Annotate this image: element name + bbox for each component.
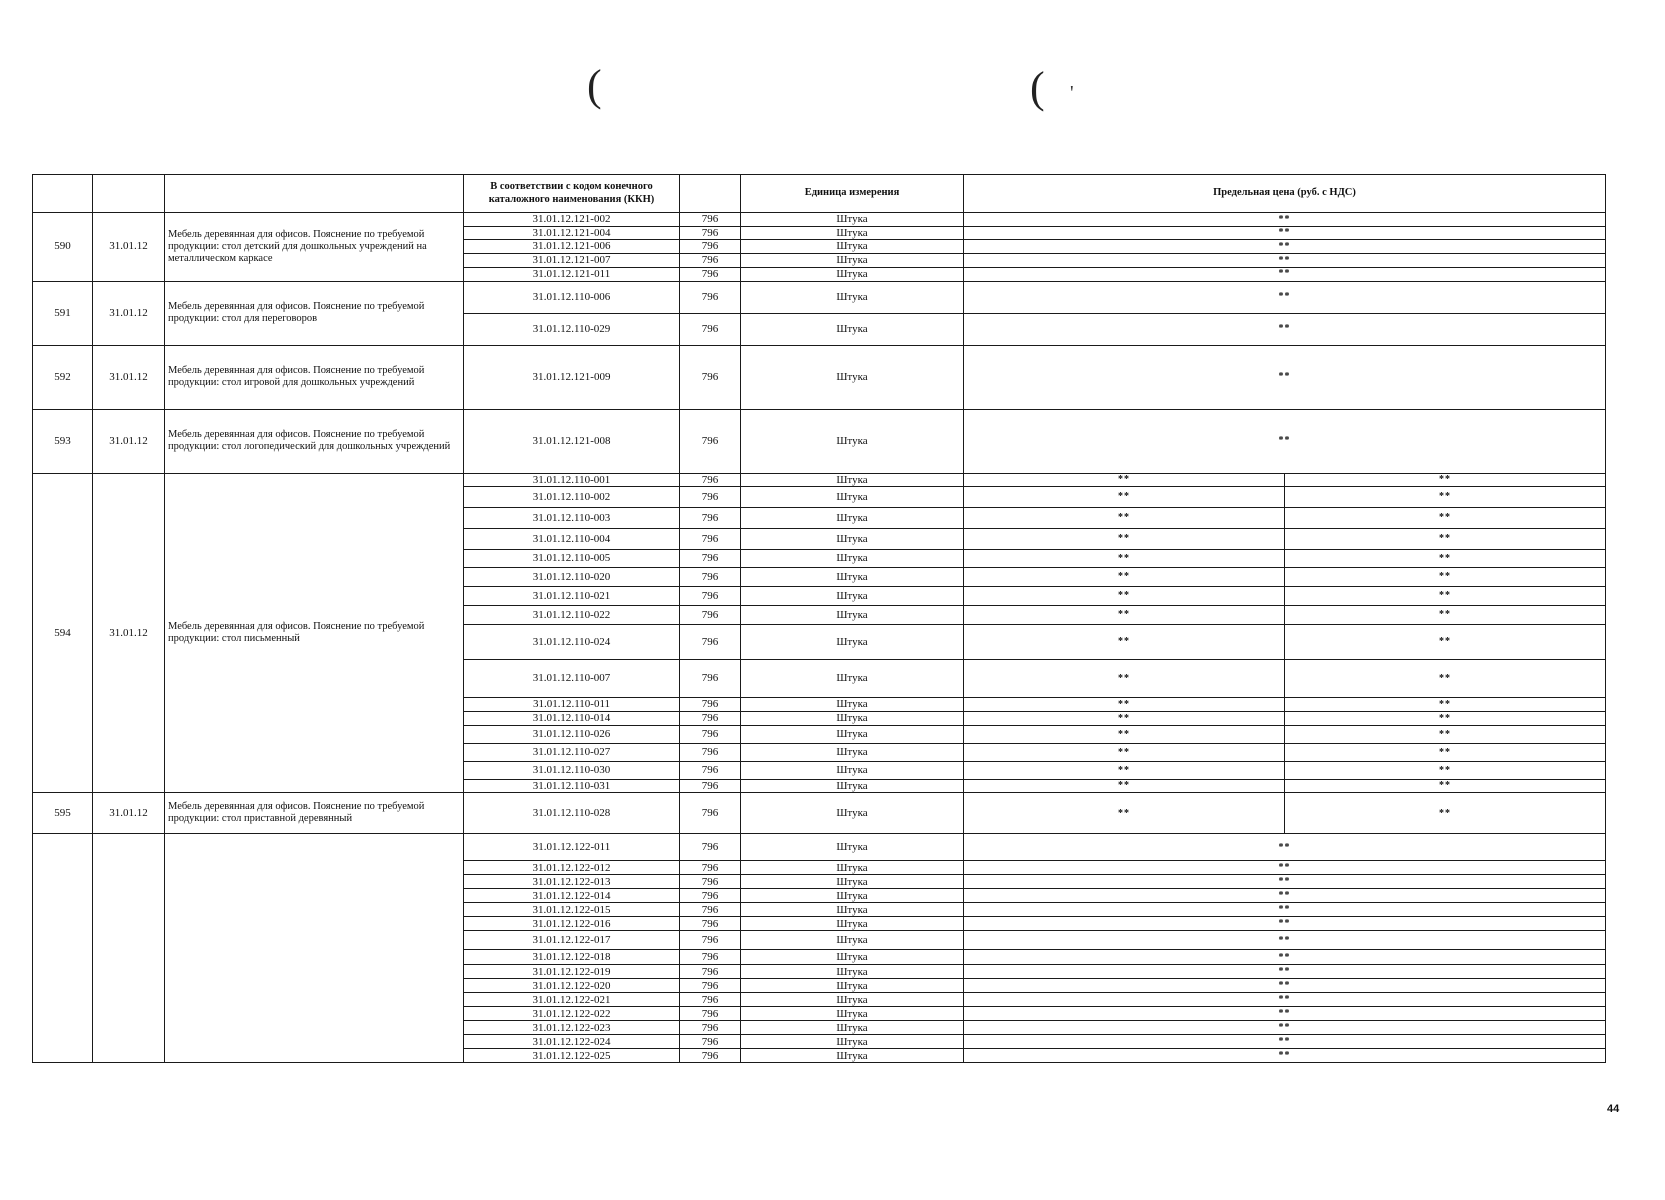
header-unit: Единица измерения <box>741 175 964 213</box>
kkn-code: 31.01.12.110-014 <box>464 711 680 725</box>
unit-name: Штука <box>741 950 964 965</box>
kkn-code: 31.01.12.122-011 <box>464 834 680 861</box>
okei-code: 796 <box>680 550 741 568</box>
row-number: 593 <box>33 409 93 473</box>
kkn-code: 31.01.12.122-021 <box>464 993 680 1007</box>
price-value-alt: ** <box>1285 625 1606 660</box>
kkn-code: 31.01.12.110-024 <box>464 625 680 660</box>
unit-name: Штука <box>741 725 964 743</box>
kkn-code: 31.01.12.110-020 <box>464 568 680 587</box>
price-value: ** <box>964 529 1285 550</box>
table-row <box>33 281 1606 313</box>
kkn-code: 31.01.12.122-012 <box>464 861 680 875</box>
unit-name: Штука <box>741 253 964 267</box>
header-num <box>33 175 93 213</box>
unit-name: Штука <box>741 409 964 473</box>
price-value-alt: ** <box>1285 606 1606 625</box>
okei-code: 796 <box>680 625 741 660</box>
price-value: ** <box>964 213 1606 227</box>
unit-name: Штука <box>741 698 964 712</box>
okei-code: 796 <box>680 1035 741 1049</box>
kkn-code: 31.01.12.122-025 <box>464 1049 680 1063</box>
unit-name: Штука <box>741 625 964 660</box>
okpd-code: 31.01.12 <box>93 281 165 345</box>
price-value: ** <box>964 568 1285 587</box>
okei-code: 796 <box>680 345 741 409</box>
price-value: ** <box>964 711 1285 725</box>
kkn-code: 31.01.12.122-018 <box>464 950 680 965</box>
okei-code: 796 <box>680 875 741 889</box>
price-value: ** <box>964 550 1285 568</box>
okei-code: 796 <box>680 861 741 875</box>
okei-code: 796 <box>680 889 741 903</box>
price-value: ** <box>964 861 1606 875</box>
item-description: Мебель деревянная для офисов. Пояснение по требуемой продукции: стол игровой для дошкольных учреждений <box>165 345 464 409</box>
unit-name: Штука <box>741 834 964 861</box>
price-value: ** <box>964 508 1285 529</box>
header-okei <box>680 175 741 213</box>
unit-name: Штука <box>741 1049 964 1063</box>
price-value: ** <box>964 313 1606 345</box>
kkn-code: 31.01.12.110-003 <box>464 508 680 529</box>
price-value: ** <box>964 487 1285 508</box>
price-value: ** <box>964 993 1606 1007</box>
price-value: ** <box>964 606 1285 625</box>
okei-code: 796 <box>680 226 741 240</box>
left-paren-mark: ( <box>587 61 602 110</box>
okei-code: 796 <box>680 793 741 834</box>
kkn-code: 31.01.12.122-022 <box>464 1007 680 1021</box>
unit-name: Штука <box>741 1035 964 1049</box>
kkn-code: 31.01.12.110-026 <box>464 725 680 743</box>
price-value-alt: ** <box>1285 587 1606 606</box>
price-value-alt: ** <box>1285 487 1606 508</box>
unit-name: Штука <box>741 313 964 345</box>
okei-code: 796 <box>680 409 741 473</box>
okei-code: 796 <box>680 660 741 698</box>
price-value-alt: ** <box>1285 660 1606 698</box>
kkn-code: 31.01.12.110-011 <box>464 698 680 712</box>
price-value: ** <box>964 253 1606 267</box>
price-value: ** <box>964 345 1606 409</box>
page-number: 44 <box>1607 1103 1620 1115</box>
price-value-alt: ** <box>1285 725 1606 743</box>
unit-name: Штука <box>741 606 964 625</box>
okei-code: 796 <box>680 568 741 587</box>
price-value: ** <box>964 743 1285 761</box>
kkn-code: 31.01.12.110-006 <box>464 281 680 313</box>
kkn-code: 31.01.12.110-028 <box>464 793 680 834</box>
unit-name: Штука <box>741 1007 964 1021</box>
price-value: ** <box>964 1035 1606 1049</box>
okei-code: 796 <box>680 761 741 779</box>
kkn-code: 31.01.12.122-024 <box>464 1035 680 1049</box>
table-row <box>33 409 1606 473</box>
price-value: ** <box>964 725 1285 743</box>
kkn-code: 31.01.12.121-006 <box>464 240 680 254</box>
kkn-code: 31.01.12.122-020 <box>464 979 680 993</box>
unit-name: Штука <box>741 213 964 227</box>
item-description: Мебель деревянная для офисов. Пояснение по требуемой продукции: стол письменный <box>165 473 464 793</box>
price-value: ** <box>964 281 1606 313</box>
okpd-code: 31.01.12 <box>93 473 165 793</box>
table-body <box>33 213 1606 1063</box>
price-value: ** <box>964 587 1285 606</box>
unit-name: Штука <box>741 529 964 550</box>
price-value: ** <box>964 1007 1606 1021</box>
unit-name: Штука <box>741 240 964 254</box>
price-value: ** <box>964 409 1606 473</box>
kkn-code: 31.01.12.122-019 <box>464 965 680 979</box>
price-value-alt: ** <box>1285 529 1606 550</box>
kkn-code: 31.01.12.110-002 <box>464 487 680 508</box>
unit-name: Штука <box>741 345 964 409</box>
unit-name: Штука <box>741 875 964 889</box>
kkn-code: 31.01.12.110-022 <box>464 606 680 625</box>
table-row <box>33 793 1606 834</box>
okei-code: 796 <box>680 993 741 1007</box>
item-description: Мебель деревянная для офисов. Пояснение по требуемой продукции: стол для переговоров <box>165 281 464 345</box>
okei-code: 796 <box>680 508 741 529</box>
unit-name: Штука <box>741 931 964 950</box>
kkn-code: 31.01.12.122-017 <box>464 931 680 950</box>
okei-code: 796 <box>680 281 741 313</box>
price-value-alt: ** <box>1285 698 1606 712</box>
unit-name: Штука <box>741 226 964 240</box>
price-value: ** <box>964 267 1606 281</box>
price-value: ** <box>964 226 1606 240</box>
price-value-alt: ** <box>1285 568 1606 587</box>
header-okpd <box>93 175 165 213</box>
price-value: ** <box>964 660 1285 698</box>
okei-code: 796 <box>680 779 741 793</box>
tick-mark: ' <box>1070 82 1074 104</box>
unit-name: Штука <box>741 473 964 487</box>
header-row <box>33 175 1606 213</box>
kkn-code: 31.01.12.122-023 <box>464 1021 680 1035</box>
price-value: ** <box>964 761 1285 779</box>
kkn-code: 31.01.12.110-031 <box>464 779 680 793</box>
price-value: ** <box>964 965 1606 979</box>
unit-name: Штука <box>741 779 964 793</box>
okei-code: 796 <box>680 487 741 508</box>
header-description <box>165 175 464 213</box>
unit-name: Штука <box>741 993 964 1007</box>
unit-name: Штука <box>741 1021 964 1035</box>
unit-name: Штука <box>741 903 964 917</box>
price-value: ** <box>964 889 1606 903</box>
okpd-code: 31.01.12 <box>93 409 165 473</box>
okei-code: 796 <box>680 931 741 950</box>
kkn-code: 31.01.12.122-013 <box>464 875 680 889</box>
okei-code: 796 <box>680 1007 741 1021</box>
unit-name: Штука <box>741 587 964 606</box>
price-value: ** <box>964 793 1285 834</box>
okpd-code <box>93 834 165 1063</box>
okei-code: 796 <box>680 253 741 267</box>
okpd-code: 31.01.12 <box>93 793 165 834</box>
price-value-alt: ** <box>1285 711 1606 725</box>
unit-name: Штука <box>741 487 964 508</box>
kkn-code: 31.01.12.110-005 <box>464 550 680 568</box>
okei-code: 796 <box>680 1021 741 1035</box>
price-value-alt: ** <box>1285 761 1606 779</box>
row-number: 594 <box>33 473 93 793</box>
kkn-code: 31.01.12.110-029 <box>464 313 680 345</box>
price-value: ** <box>964 240 1606 254</box>
price-value: ** <box>964 779 1285 793</box>
kkn-code: 31.01.12.110-021 <box>464 587 680 606</box>
unit-name: Штука <box>741 550 964 568</box>
kkn-code: 31.01.12.122-016 <box>464 917 680 931</box>
okei-code: 796 <box>680 950 741 965</box>
okei-code: 796 <box>680 313 741 345</box>
okpd-code: 31.01.12 <box>93 213 165 282</box>
okei-code: 796 <box>680 606 741 625</box>
item-description <box>165 834 464 1063</box>
okei-code: 796 <box>680 213 741 227</box>
item-description: Мебель деревянная для офисов. Пояснение по требуемой продукции: стол приставной деревянный <box>165 793 464 834</box>
item-description: Мебель деревянная для офисов. Пояснение по требуемой продукции: стол логопедический для дошкольных учреждений <box>165 409 464 473</box>
table-row <box>33 473 1606 487</box>
unit-name: Штука <box>741 917 964 931</box>
row-number: 592 <box>33 345 93 409</box>
price-value: ** <box>964 875 1606 889</box>
price-table <box>32 174 1606 1063</box>
kkn-code: 31.01.12.110-027 <box>464 743 680 761</box>
unit-name: Штука <box>741 979 964 993</box>
price-value-alt: ** <box>1285 508 1606 529</box>
price-value: ** <box>964 917 1606 931</box>
unit-name: Штука <box>741 711 964 725</box>
table-row <box>33 345 1606 409</box>
price-value: ** <box>964 698 1285 712</box>
kkn-code: 31.01.12.110-001 <box>464 473 680 487</box>
price-value-alt: ** <box>1285 743 1606 761</box>
unit-name: Штука <box>741 743 964 761</box>
okei-code: 796 <box>680 698 741 712</box>
row-number: 591 <box>33 281 93 345</box>
okei-code: 796 <box>680 834 741 861</box>
kkn-code: 31.01.12.121-002 <box>464 213 680 227</box>
item-description: Мебель деревянная для офисов. Пояснение по требуемой продукции: стол детский для дошкольных учреждений на металлическом каркасе <box>165 213 464 282</box>
price-value: ** <box>964 473 1285 487</box>
unit-name: Штука <box>741 508 964 529</box>
kkn-code: 31.01.12.122-014 <box>464 889 680 903</box>
header-price: Предельная цена (руб. с НДС) <box>964 175 1606 213</box>
kkn-code: 31.01.12.110-004 <box>464 529 680 550</box>
row-number <box>33 834 93 1063</box>
kkn-code: 31.01.12.121-009 <box>464 345 680 409</box>
price-value: ** <box>964 1021 1606 1035</box>
kkn-code: 31.01.12.122-015 <box>464 903 680 917</box>
kkn-code: 31.01.12.121-007 <box>464 253 680 267</box>
table-row <box>33 834 1606 861</box>
kkn-code: 31.01.12.110-030 <box>464 761 680 779</box>
okei-code: 796 <box>680 903 741 917</box>
okei-code: 796 <box>680 587 741 606</box>
unit-name: Штука <box>741 660 964 698</box>
okei-code: 796 <box>680 529 741 550</box>
okei-code: 796 <box>680 979 741 993</box>
right-paren-mark: ( <box>1030 63 1045 112</box>
okei-code: 796 <box>680 711 741 725</box>
kkn-code: 31.01.12.121-011 <box>464 267 680 281</box>
okei-code: 796 <box>680 917 741 931</box>
okei-code: 796 <box>680 240 741 254</box>
kkn-code: 31.01.12.121-004 <box>464 226 680 240</box>
price-value-alt: ** <box>1285 473 1606 487</box>
row-number: 595 <box>33 793 93 834</box>
unit-name: Штука <box>741 889 964 903</box>
okei-code: 796 <box>680 267 741 281</box>
table-row <box>33 213 1606 227</box>
okpd-code: 31.01.12 <box>93 345 165 409</box>
price-value-alt: ** <box>1285 550 1606 568</box>
unit-name: Штука <box>741 861 964 875</box>
unit-name: Штука <box>741 761 964 779</box>
unit-name: Штука <box>741 965 964 979</box>
kkn-code: 31.01.12.110-007 <box>464 660 680 698</box>
unit-name: Штука <box>741 568 964 587</box>
kkn-code: 31.01.12.121-008 <box>464 409 680 473</box>
row-number: 590 <box>33 213 93 282</box>
unit-name: Штука <box>741 793 964 834</box>
price-value-alt: ** <box>1285 793 1606 834</box>
unit-name: Штука <box>741 267 964 281</box>
price-value: ** <box>964 625 1285 660</box>
okei-code: 796 <box>680 1049 741 1063</box>
okei-code: 796 <box>680 473 741 487</box>
price-value: ** <box>964 903 1606 917</box>
okei-code: 796 <box>680 965 741 979</box>
price-value: ** <box>964 979 1606 993</box>
price-value: ** <box>964 931 1606 950</box>
unit-name: Штука <box>741 281 964 313</box>
header-kkn: В соответствии с кодом конечного каталожного наименования (ККН) <box>464 175 680 213</box>
okei-code: 796 <box>680 725 741 743</box>
price-value: ** <box>964 1049 1606 1063</box>
price-value: ** <box>964 950 1606 965</box>
price-value-alt: ** <box>1285 779 1606 793</box>
okei-code: 796 <box>680 743 741 761</box>
price-value: ** <box>964 834 1606 861</box>
